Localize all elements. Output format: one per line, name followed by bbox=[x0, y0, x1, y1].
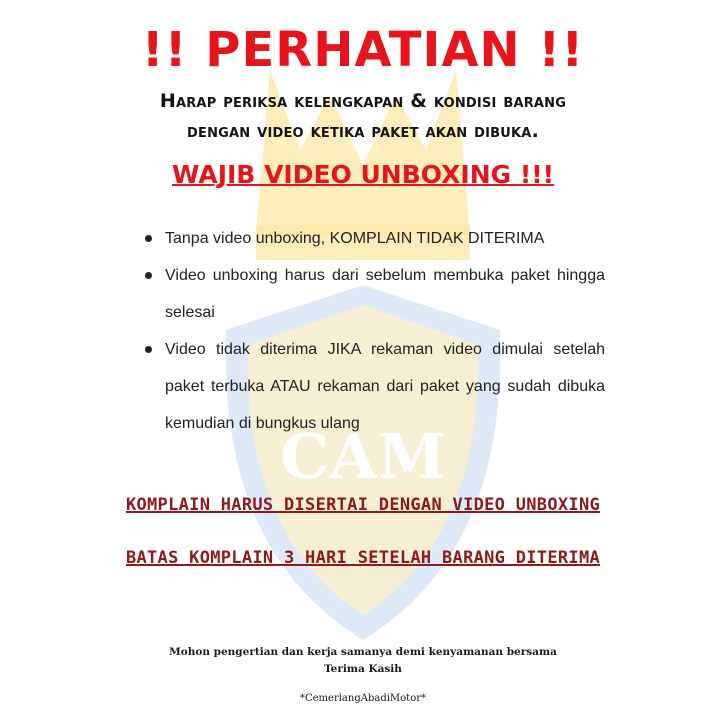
mandatory-heading-text: WAJIB VIDEO UNBOXING !!! bbox=[171, 160, 555, 189]
footer-thanks: Terima Kasih bbox=[324, 663, 402, 675]
mandatory-heading bbox=[0, 160, 726, 189]
complaint-deadline: BATAS KOMPLAIN 3 HARI SETELAH BARANG DITERIMA bbox=[125, 548, 601, 568]
notice-title: !! PERHATIAN !! bbox=[141, 22, 585, 78]
list-item: Tanpa video unboxing, KOMPLAIN TIDAK DITERIMA bbox=[145, 220, 605, 257]
list-item: Video tidak diterima JIKA rekaman video dimulai setelah paket terbuka ATAU rekaman dari paket yang sudah dibuka kemudian di bungkus ulang bbox=[145, 331, 605, 442]
list-item: Video unboxing harus dari sebelum membuka paket hingga selesai bbox=[145, 257, 605, 331]
signature: *CemerlangAbadiMotor* bbox=[299, 693, 426, 704]
subtitle-line-1: Harap periksa kelengkapan & kondisi barang bbox=[159, 90, 567, 112]
watermark-text: CAM bbox=[279, 420, 447, 493]
subtitle-line-2: dengan video ketika paket akan dibuka. bbox=[187, 120, 539, 142]
footer-message: Mohon pengertian dan kerja samanya demi kenyamanan bersama bbox=[169, 646, 557, 658]
rules-list bbox=[145, 220, 605, 442]
complaint-requirement: KOMPLAIN HARUS DISERTAI DENGAN VIDEO UNBOXING bbox=[125, 495, 601, 515]
